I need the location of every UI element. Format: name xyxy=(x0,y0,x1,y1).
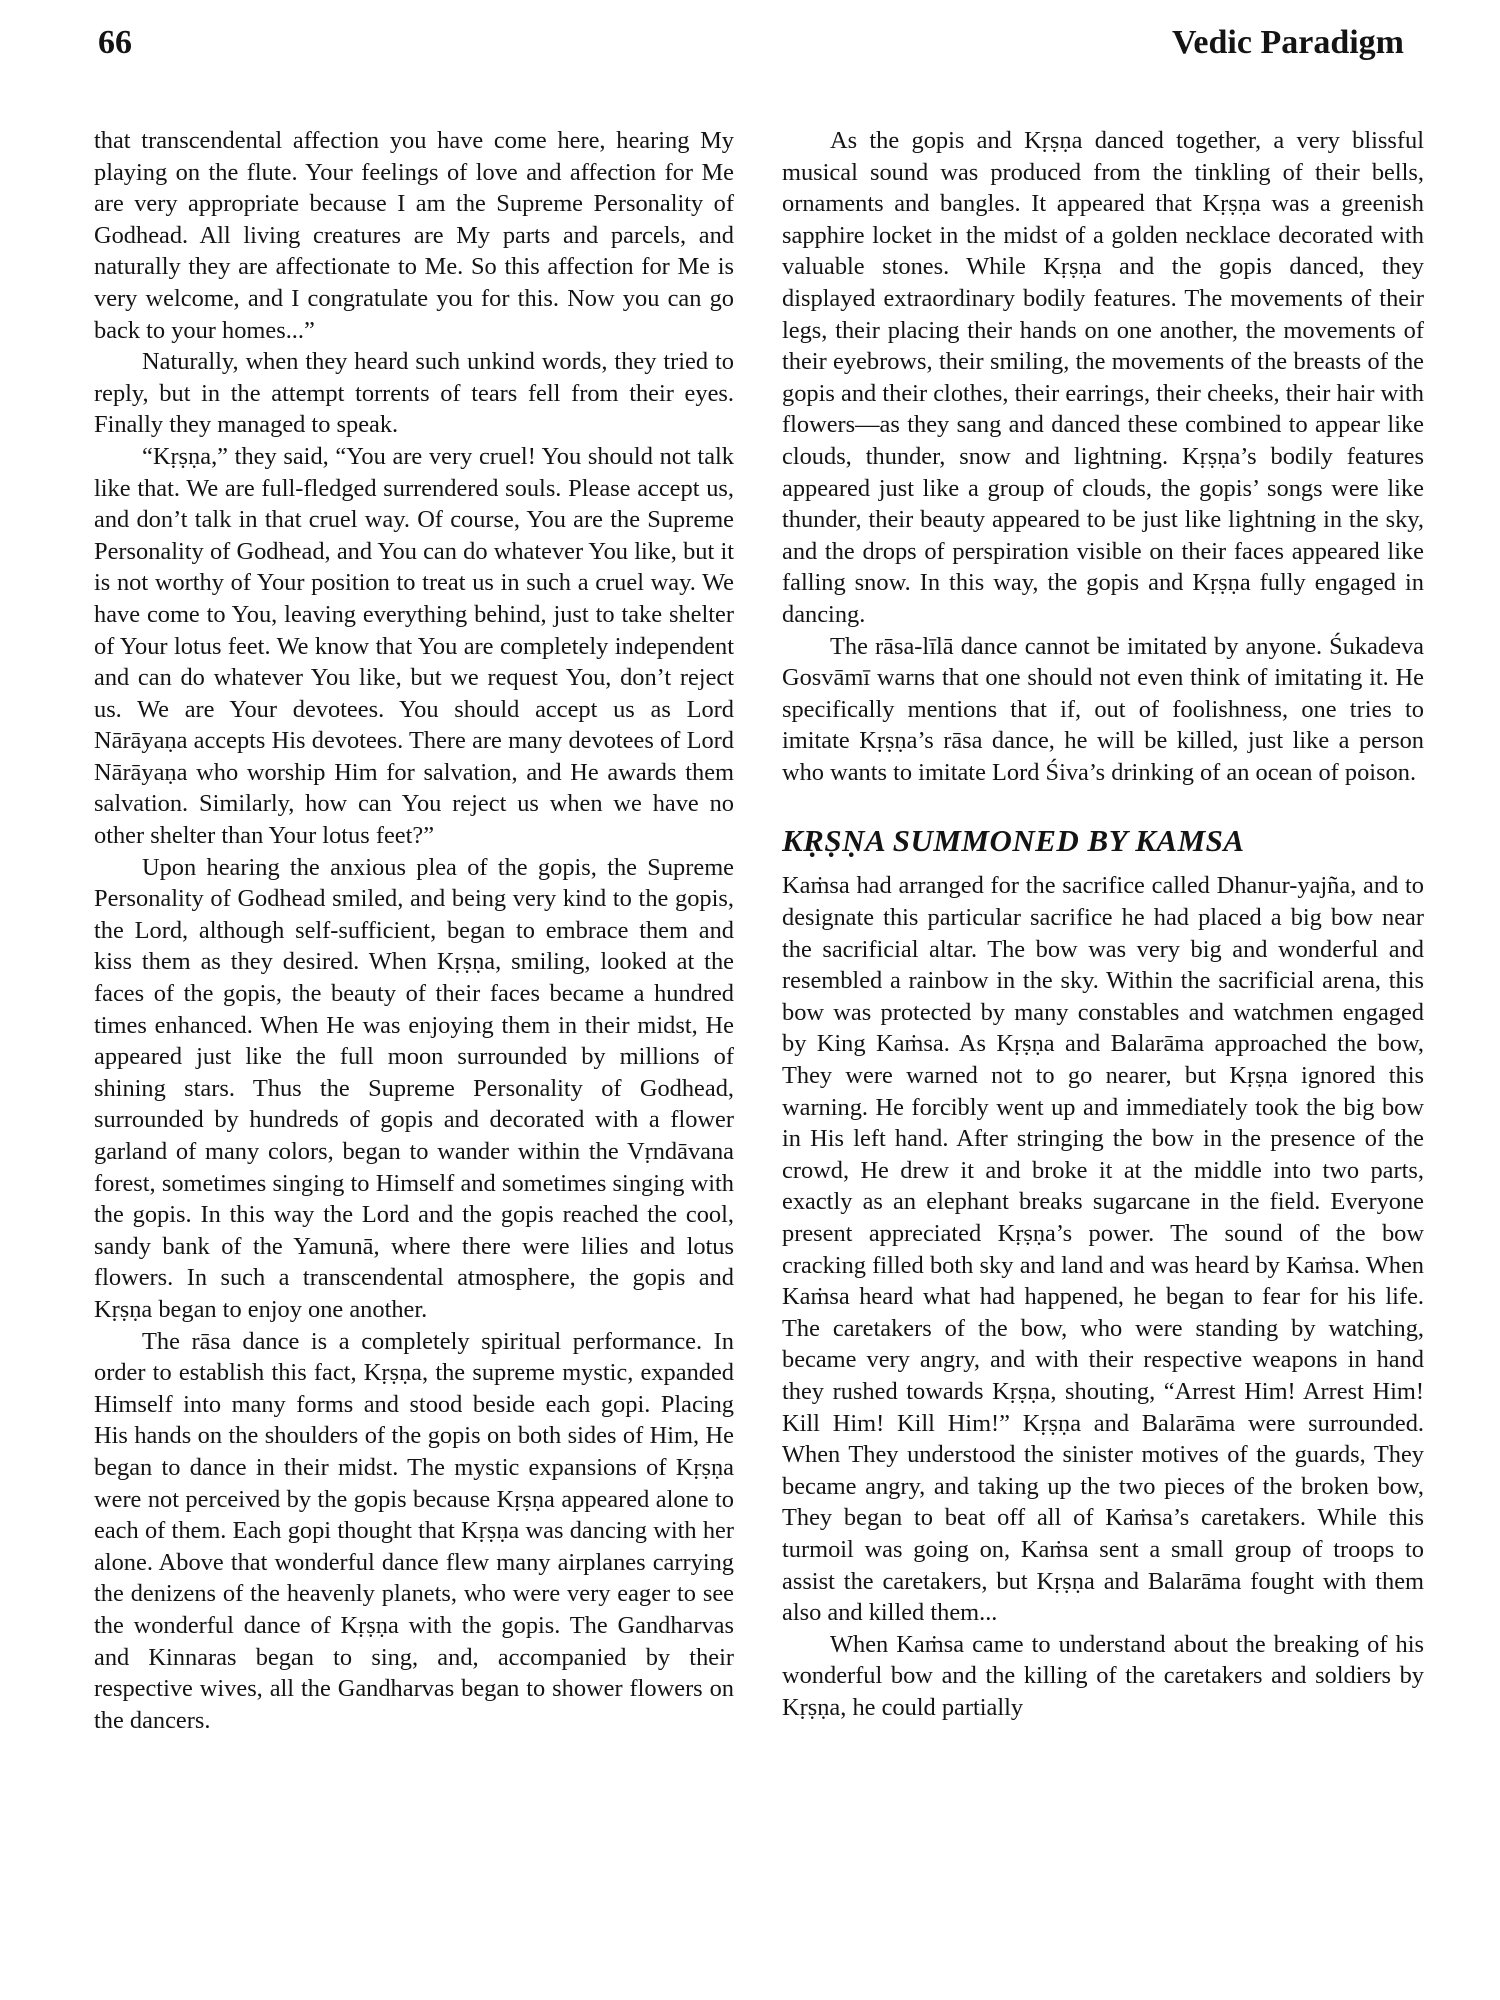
running-head xyxy=(98,24,1404,62)
page-number: 66 xyxy=(98,24,132,61)
paragraph: When Kaṁsa came to understand about the breaking of his wonderful bow and the killing of the caretakers and soldiers by Kṛṣṇa, he could partially xyxy=(782,1630,1424,1721)
left-column xyxy=(94,125,734,1736)
paragraph: Naturally, when they heard such unkind words, they tried to reply, but in the attempt torrents of tears fell from their eyes. Finally they managed to speak. xyxy=(94,348,734,439)
paragraph: that transcendental affection you have come here, hearing My playing on the flute. Your feelings of love and affection for Me are very appropriate because I am the Supreme Personality of Godhead. All living creatures are My parts and parcels, and naturally they are affectionate to Me. So this affection for Me is very welcome, and I congratulate you for this. Now you can go back to your homes...” xyxy=(94,127,734,344)
running-title: Vedic Paradigm xyxy=(1171,24,1404,61)
paragraph: The rāsa-līlā dance cannot be imitated by anyone. Śukadeva Gosvāmī warns that one should not even think of imitating it. He specifically mentions that if, out of foolishness, one tries to imitate Kṛṣṇa’s rāsa dance, he will be killed, just like a person who wants to imitate Lord Śiva’s drinking of an ocean of poison. xyxy=(782,632,1424,786)
paragraph: The rāsa dance is a completely spiritual performance. In order to establish this fact, Kṛṣṇa, the supreme mystic, expanded Himself into many forms and stood beside each gopi. Placing His hands on the shoulders of the gopis on both sides of Him, He began to dance in their midst. The mystic expansions of Kṛṣṇa were not perceived by the gopis because Kṛṣṇa appeared alone to each of them. Each gopi thought that Kṛṣṇa was dancing with her alone. Above that wonderful dance flew many airplanes carrying the denizens of the heavenly planets, who were very eager to see the wonderful dance of Kṛṣṇa with the gopis. The Gandharvas and Kinnaras began to sing, and, accompanied by their respective wives, all the Gandharvas began to shower flowers on the dancers. xyxy=(94,1327,734,1734)
paragraph: Kaṁsa had arranged for the sacrifice called Dhanur-yajña, and to designate this particular sacrifice he had placed a big bow near the sacrificial altar. The bow was very big and wonderful and resembled a rainbow in the sky. Within the sacrificial arena, this bow was protected by many constables and watchmen engaged by King Kaṁsa. As Kṛṣṇa and Balarāma approached the bow, They were warned not to go nearer, but Kṛṣṇa ignored this warning. He forcibly went up and immediately took the big bow in His left hand. After stringing the bow in the presence of the crowd, He drew it and broke it at the middle into two parts, exactly as an elephant breaks sugarcane in the field. Everyone present appreciated Kṛṣṇa’s power. The sound of the bow cracking filled both sky and land and was heard by Kaṁsa. When Kaṁsa heard what had happened, he began to fear for his life. The caretakers of the bow, who were standing by watching, became very angry, and with their respective weapons in hand they rushed towards Kṛṣṇa, shouting, “Arrest Him! Arrest Him! Kill Him! Kill Him!” Kṛṣṇa and Balarāma were surrounded. When They understood the sinister motives of the guards, They became angry, and taking up the two pieces of the broken bow, They began to beat off all of Kaṁsa’s caretakers. While this turmoil was going on, Kaṁsa sent a small group of troops to assist the caretakers, but Kṛṣṇa and Balarāma fought with them also and killed them... xyxy=(782,872,1424,1627)
paragraph: As the gopis and Kṛṣṇa danced together, a very blissful musical sound was produced from the tinkling of their bells, ornaments and bangles. It appeared that Kṛṣṇa was a greenish sapphire locket in the midst of a golden necklace decorated with valuable stones. While Kṛṣṇa and the gopis danced, they displayed extraordinary bodily features. The movements of their legs, their placing their hands on one another, the movements of their eyebrows, their smiling, the movements of the breasts of the gopis and their clothes, their earrings, their cheeks, their hair with flowers—as they sang and danced these combined to appear like clouds, thunder, snow and lightning. Kṛṣṇa’s bodily features appeared just like a group of clouds, the gopis’ songs were like thunder, their beauty appeared to be just like lightning in the sky, and the drops of perspiration visible on their faces appeared like falling snow. In this way, the gopis and Kṛṣṇa fully engaged in dancing. xyxy=(782,127,1424,628)
section-heading: KṚṢṆA SUMMONED BY KAMSA xyxy=(782,823,1245,859)
paragraph: Upon hearing the anxious plea of the gopis, the Supreme Personality of Godhead smiled, and being very kind to the gopis, the Lord, although self-sufficient, began to embrace them and kiss them as they desired. When Kṛṣṇa, smiling, looked at the faces of the gopis, the beauty of their faces became a hundred times enhanced. When He was enjoying them in their midst, He appeared just like the full moon surrounded by millions of shining stars. Thus the Supreme Personality of Godhead, surrounded by hundreds of gopis and decorated with a flower garland of many colors, began to wander within the Vṛndāvana forest, sometimes singing to Himself and sometimes singing with the gopis. In this way the Lord and the gopis reached the cool, sandy bank of the Yamunā, where there were lilies and lotus flowers. In such a transcendental atmosphere, the gopis and Kṛṣṇa began to enjoy one another. xyxy=(94,853,734,1323)
right-column xyxy=(782,125,1424,1724)
paragraph: “Kṛṣṇa,” they said, “You are very cruel! You should not talk like that. We are full-fledged surrendered souls. Please accept us, and don’t talk in that cruel way. Of course, You are the Supreme Personality of Godhead, and You can do whatever You like, but it is not worthy of Your position to treat us in such a cruel way. We have come to You, leaving everything behind, just to take shelter of Your lotus feet. We know that You are completely independent and can do whatever You like, but we request You, don’t reject us. We are Your devotees. You should accept us as Lord Nārāyaṇa accepts His devotees. There are many devotees of Lord Nārāyaṇa who worship Him for salvation, and He awards them salvation. Similarly, how can You reject us when we have no other shelter than Your lotus feet?” xyxy=(94,442,734,850)
